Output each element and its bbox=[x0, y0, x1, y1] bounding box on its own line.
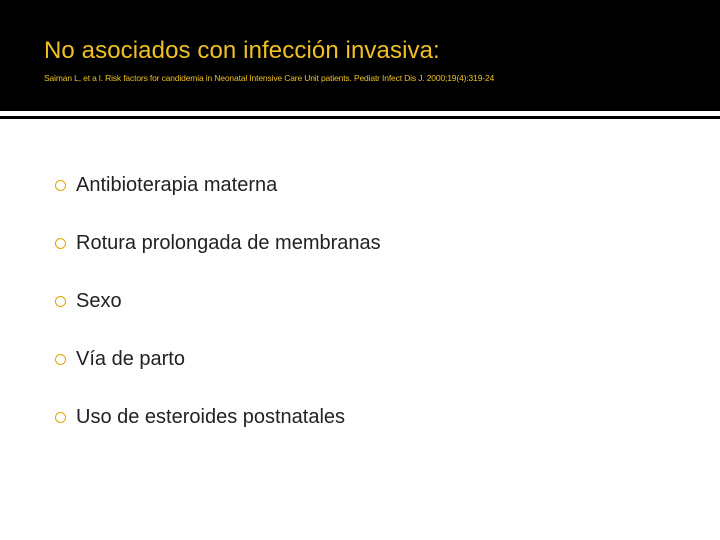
bullet-text: Uso de esteroides postnatales bbox=[76, 406, 346, 428]
bullet-text: Sexo bbox=[76, 290, 122, 312]
bullet-text: Antibioterapia materna bbox=[76, 174, 278, 196]
circle-bullet-icon bbox=[55, 354, 66, 365]
circle-bullet-icon bbox=[55, 412, 66, 423]
bullet-text: Vía de parto bbox=[76, 348, 185, 370]
slide-citation: Saiman L, et a l. Risk factors for candidemia in Neonatal Intensive Care Unit patients. Pediatr Infect Dis J. 2000;19(4):319-24 bbox=[44, 73, 495, 83]
bullet-item bbox=[55, 230, 381, 288]
header-divider bbox=[0, 116, 720, 119]
bullet-item bbox=[55, 346, 381, 404]
slide-header bbox=[0, 0, 720, 111]
bullet-list bbox=[55, 172, 381, 462]
slide-title: No asociados con infección invasiva: bbox=[44, 37, 440, 64]
bullet-item bbox=[55, 288, 381, 346]
bullet-text: Rotura prolongada de membranas bbox=[76, 232, 381, 254]
circle-bullet-icon bbox=[55, 180, 66, 191]
circle-bullet-icon bbox=[55, 238, 66, 249]
circle-bullet-icon bbox=[55, 296, 66, 307]
bullet-item bbox=[55, 172, 381, 230]
bullet-item bbox=[55, 404, 381, 462]
